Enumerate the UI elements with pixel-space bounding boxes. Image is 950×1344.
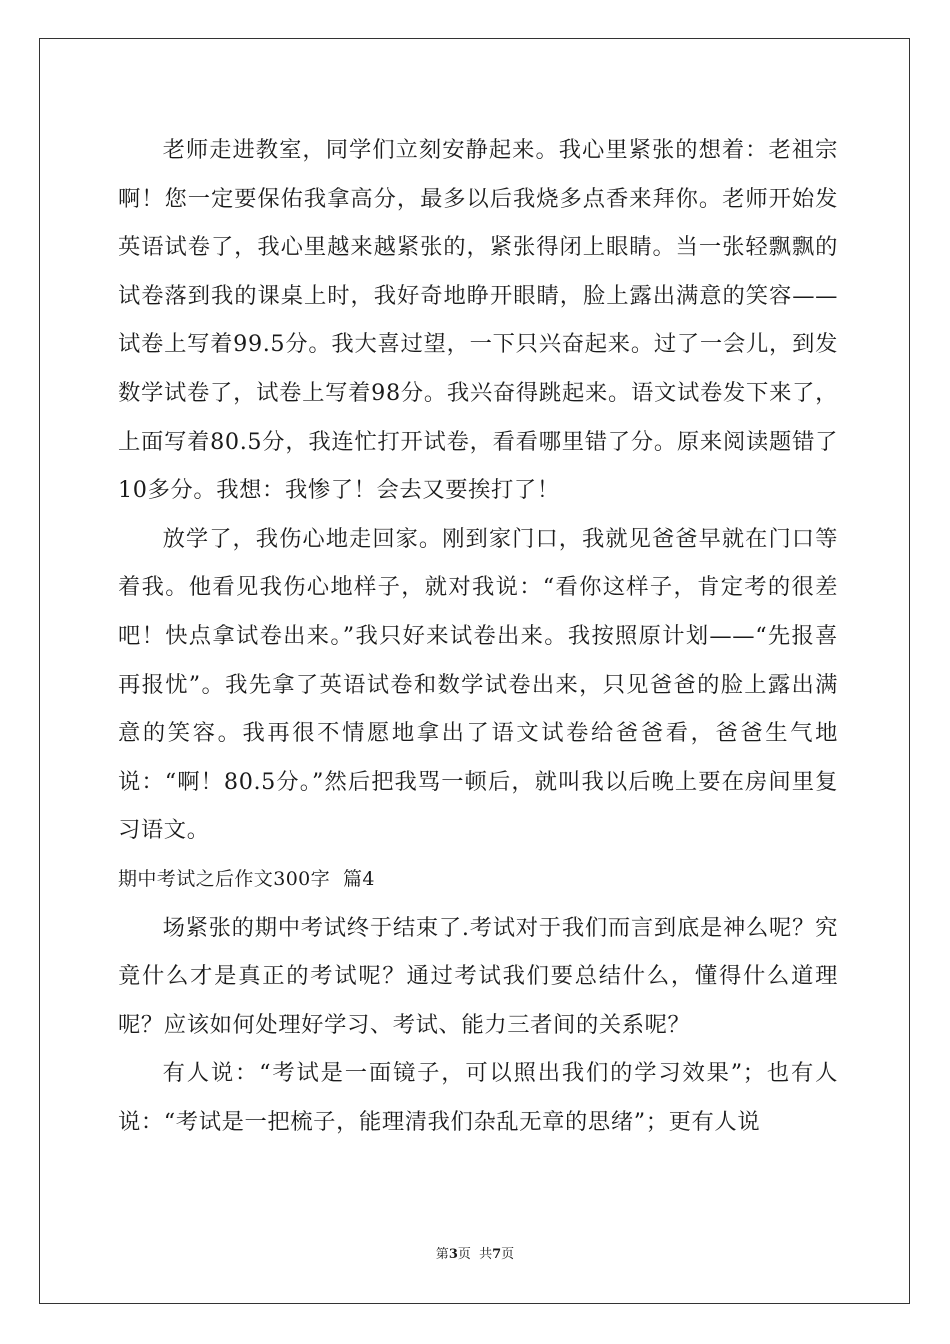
footer-suffix: 页 [501, 1247, 515, 1262]
paragraph: 有人说：“考试是一面镜子，可以照出我们的学习效果”；也有人说：“考试是一把梳子，能理清我们杂乱无章的思绪”；更有人说 [118, 1060, 838, 1135]
paragraph: 老师走进教室，同学们立刻安静起来。我心里紧张的想着：老祖宗啊！您一定要保佑我拿高分，最多以后我烧多点香来拜你。老师开始发英语试卷了，我心里越来越紧张的，紧张得闭上眼睛。当一张轻飘飘的试卷落到我的课桌上时，我好奇地睁开眼睛，脸上露出满意的笑容——试卷上写着99.5分。我大喜过望，一下只兴奋起来。过了一会儿，到发数学试卷了，试卷上写着98分。我兴奋得跳起来。语文试卷发下来了，上面写着80.5分，我连忙打开试卷，看看哪里错了分。原来阅读题错了10多分。我想：我惨了！会去又要挨打了！ [118, 137, 838, 504]
paragraph: 场紧张的期中考试终于结束了.考试对于我们而言到底是神么呢？究竟什么才是真正的考试呢？通过考试我们要总结什么，懂得什么道理呢？应该如何处理好学习、考试、能力三者间的关系呢？ [118, 914, 838, 1038]
section-heading: 期中考试之后作文300字 篇4 [118, 867, 375, 890]
current-page-number: 3 [448, 1247, 458, 1262]
page-footer [0, 1246, 950, 1264]
paragraph: 放学了，我伤心地走回家。刚到家门口，我就见爸爸早就在门口等着我。他看见我伤心地样子，就对我说：“看你这样子，肯定考的很差吧！快点拿试卷出来。”我只好来试卷出来。我按照原计划——“先报喜再报忧”。我先拿了英语试卷和数学试卷出来，只见爸爸的脸上露出满意的笑容。我再很不情愿地拿出了语文试卷给爸爸看，爸爸生气地说：“啊！80.5分。”然后把我骂一顿后，就叫我以后晚上要在房间里复习语文。 [118, 525, 838, 844]
document-body [118, 126, 838, 1146]
total-pages-number: 7 [492, 1247, 502, 1262]
footer-prefix: 第 [435, 1247, 449, 1262]
footer-mid: 页 共 [457, 1247, 493, 1262]
